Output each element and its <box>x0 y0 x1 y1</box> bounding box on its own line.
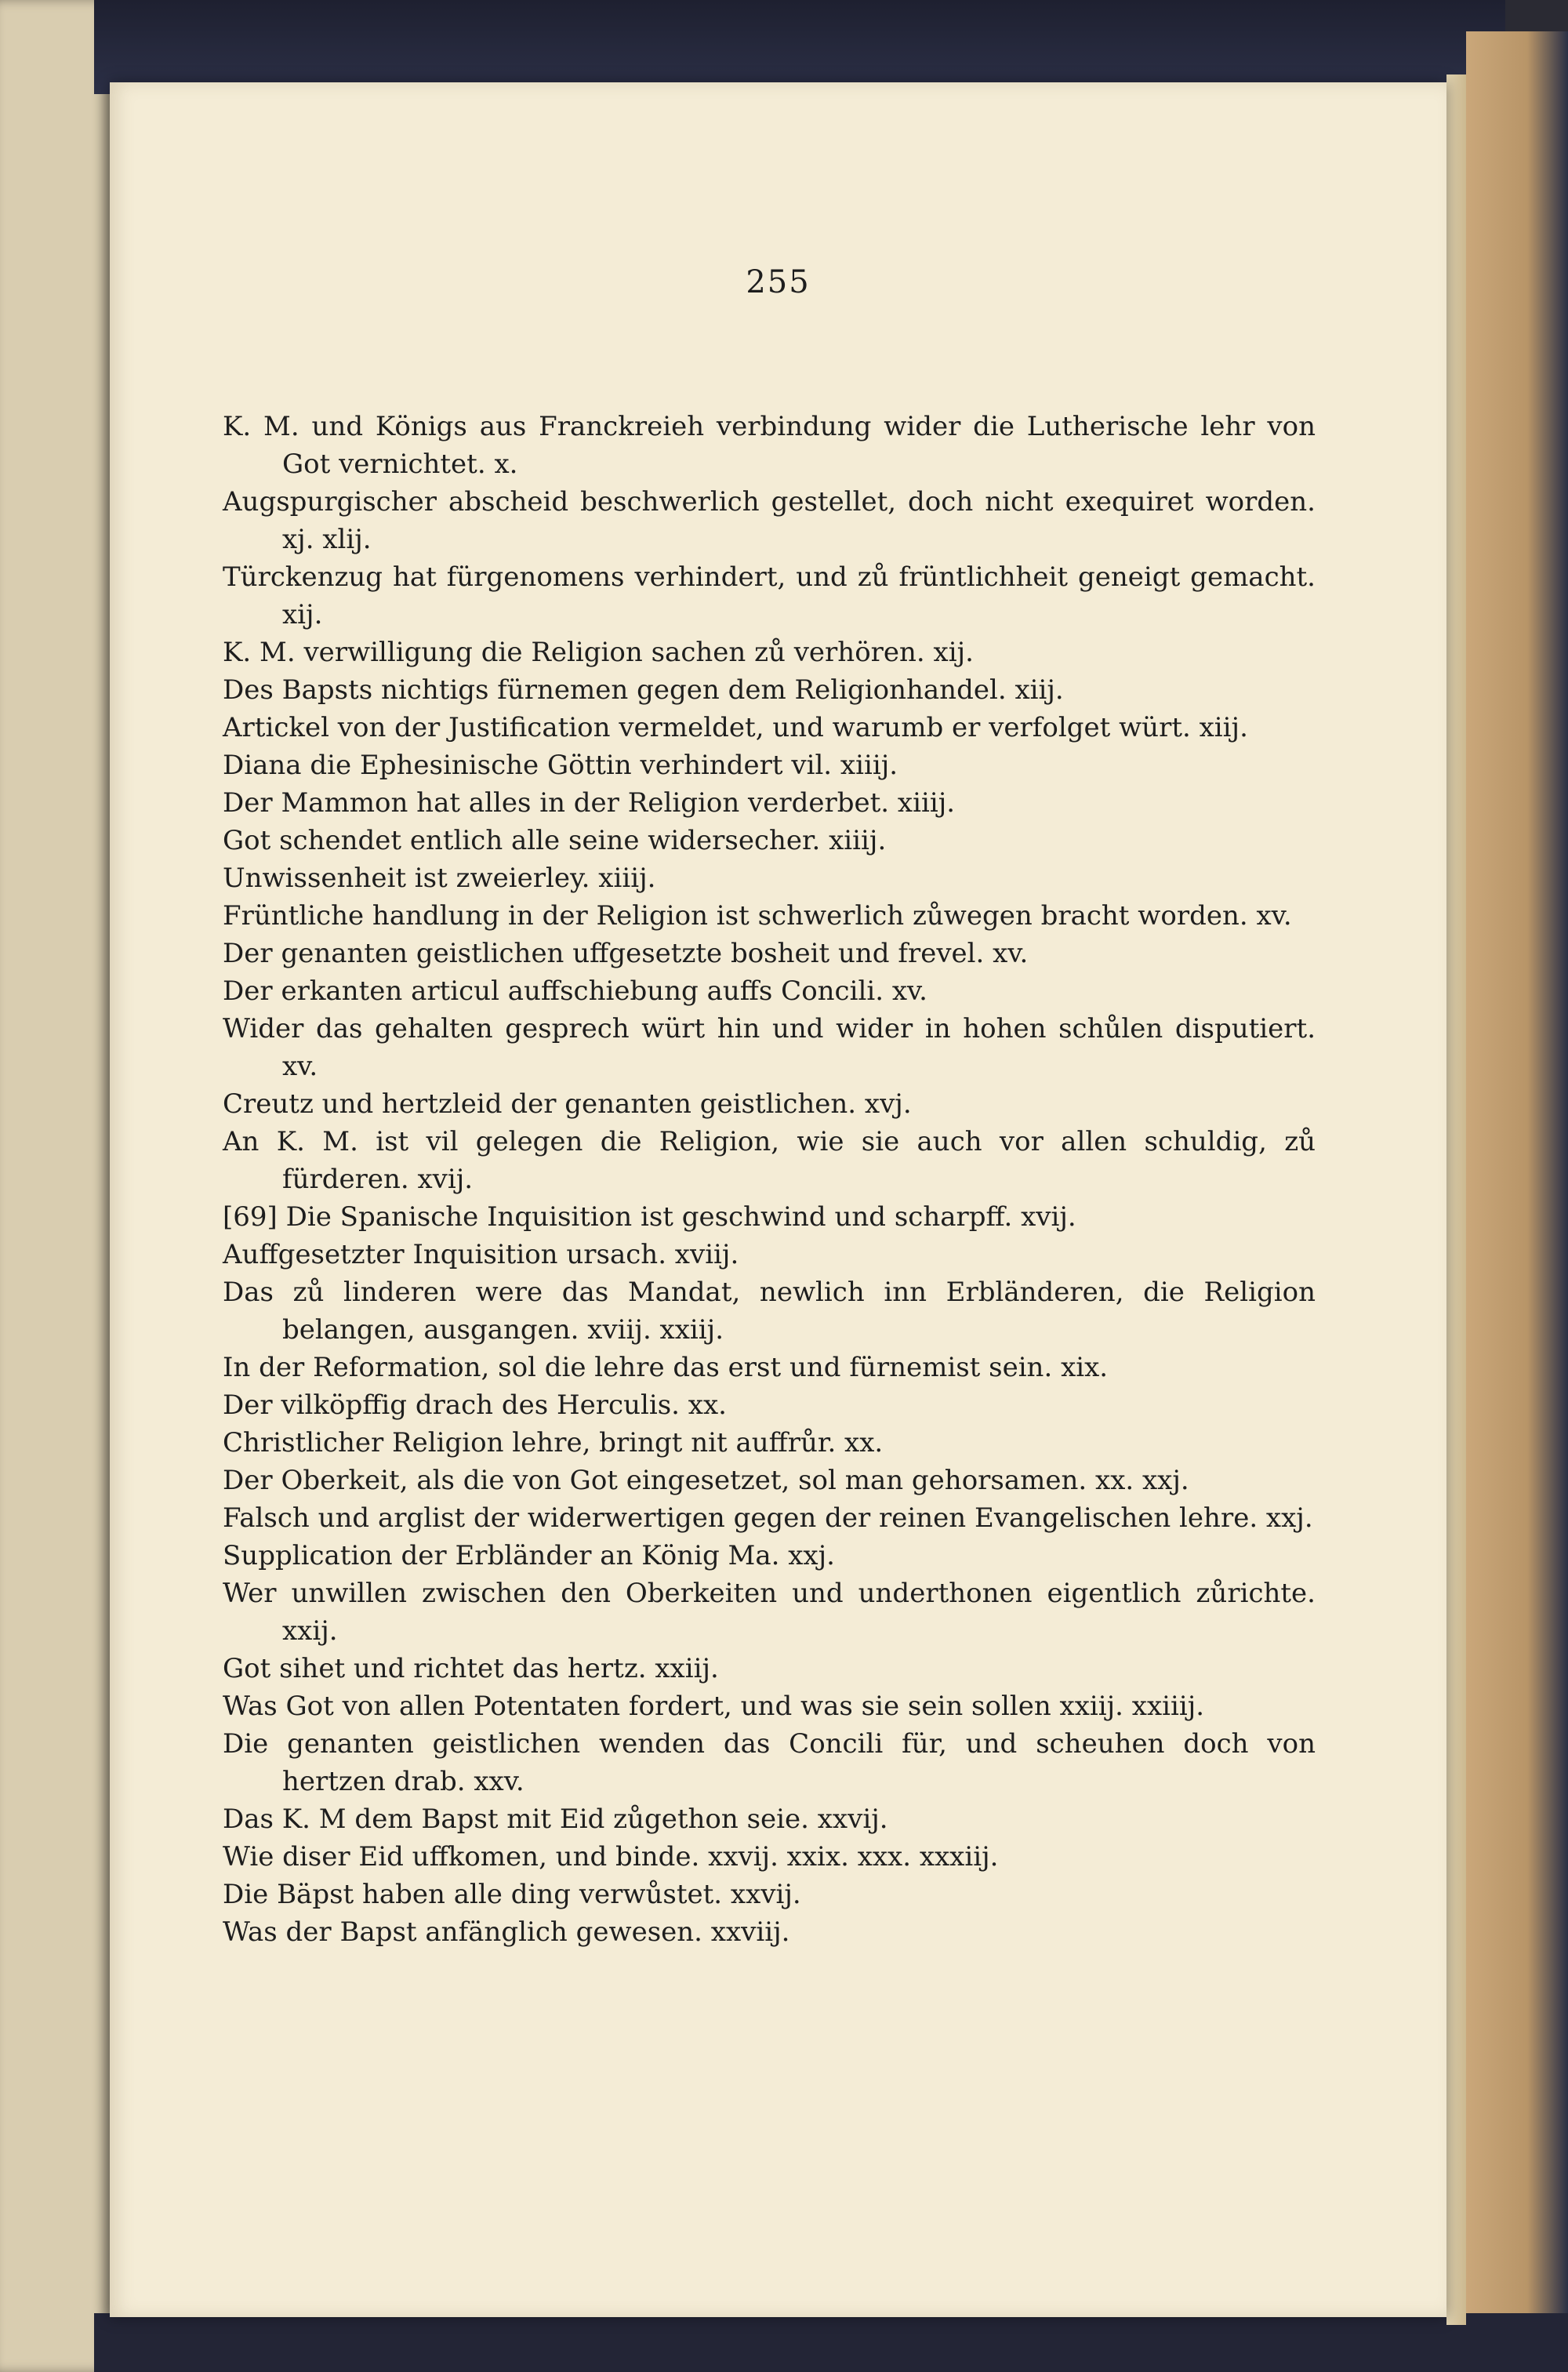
index-entry: Creutz und hertzleid der genanten geistlichen. xvj. <box>223 1088 912 1120</box>
index-entry: Was Got von allen Potentaten fordert, und was sie sein sollen xxiij. xxiiij. <box>223 1691 1205 1722</box>
page-block-edge <box>1446 74 1466 2325</box>
index-entry: Got schendet entlich alle seine widersecher. xiiij. <box>223 825 887 856</box>
index-entries <box>223 408 1316 1951</box>
book-cover-bottom <box>94 2313 1568 2372</box>
index-entry: Der Oberkeit, als die von Got eingesetzet, sol man gehorsamen. xx. xxj. <box>223 1465 1189 1496</box>
book-cover-right <box>1466 31 1568 2372</box>
index-entry: K. M. und Königs aus Franckreieh verbindung wider die Lutherische lehr von Got vernichtet. x. <box>223 411 1316 480</box>
index-entry: Das K. M dem Bapst mit Eid zůgethon seie. xxvij. <box>223 1804 888 1835</box>
index-entry: Der vilköpffig drach des Herculis. xx. <box>223 1389 727 1421</box>
index-entry: Der genanten geistlichen uffgesetzte bosheit und frevel. xv. <box>223 938 1029 969</box>
index-entry: Der Mammon hat alles in der Religion verderbet. xiiij. <box>223 787 956 819</box>
index-entry: Die genanten geistlichen wenden das Concili für, und scheuhen doch von hertzen drab. xxv. <box>223 1728 1316 1797</box>
index-entry: Christlicher Religion lehre, bringt nit auffrůr. xx. <box>223 1427 884 1458</box>
index-entry: Wer unwillen zwischen den Oberkeiten und underthonen eigentlich zůrichte. xxij. <box>223 1578 1316 1647</box>
index-entry: Der erkanten articul auffschiebung auffs Concili. xv. <box>223 975 927 1007</box>
index-entry: Was der Bapst anfänglich gewesen. xxviij. <box>223 1916 790 1948</box>
index-entry: An K. M. ist vil gelegen die Religion, wie sie auch vor allen schuldig, zů fürderen. xvij. <box>223 1126 1316 1195</box>
index-entry: Auffgesetzter Inquisition ursach. xviij. <box>223 1239 739 1270</box>
index-entry: [69] Die Spanische Inquisition ist geschwind und scharpff. xvij. <box>223 1201 1076 1233</box>
index-entry: Augspurgischer abscheid beschwerlich gestellet, doch nicht exequiret worden. xj. xlij. <box>223 486 1316 555</box>
index-entry: Wider das gehalten gesprech würt hin und wider in hohen schůlen disputiert. xv. <box>223 1013 1316 1082</box>
index-entry: Artickel von der Justification vermeldet, und warumb er verfolget würt. xiij. <box>223 712 1248 743</box>
facing-page-edge <box>0 0 110 2372</box>
index-entry: Das zů linderen were das Mandat, newlich inn Erbländeren, die Religion belangen, ausgangen. xviij. xxiij. <box>223 1277 1316 1346</box>
index-entry: Supplication der Erbländer an König Ma. xxj. <box>223 1540 835 1571</box>
index-entry: Des Bapsts nichtigs fürnemen gegen dem Religionhandel. xiij. <box>223 674 1064 706</box>
index-entry: Got sihet und richtet das hertz. xxiij. <box>223 1653 719 1684</box>
index-entry: Wie diser Eid uffkomen, und binde. xxvij. xxix. xxx. xxxiij. <box>223 1841 999 1873</box>
index-entry: Diana die Ephesinische Göttin verhindert vil. xiiij. <box>223 750 898 781</box>
index-entry: Unwissenheit ist zweierley. xiiij. <box>223 863 656 894</box>
index-entry: Türckenzug hat fürgenomens verhindert, und zů früntlichheit geneigt gemacht. xij. <box>223 561 1316 630</box>
page-number: 255 <box>746 264 811 300</box>
index-entry: K. M. verwilligung die Religion sachen zů verhören. xij. <box>223 637 974 668</box>
book-cover-top <box>94 0 1505 94</box>
index-entry: Falsch und arglist der widerwertigen gegen der reinen Evangelischen lehre. xxj. <box>223 1502 1313 1534</box>
book-page <box>110 82 1446 2317</box>
index-entry: Früntliche handlung in der Religion ist schwerlich zůwegen bracht worden. xv. <box>223 900 1292 932</box>
index-entry: In der Reformation, sol die lehre das erst und fürnemist sein. xix. <box>223 1352 1109 1383</box>
index-entry: Die Bäpst haben alle ding verwůstet. xxvij. <box>223 1879 801 1910</box>
